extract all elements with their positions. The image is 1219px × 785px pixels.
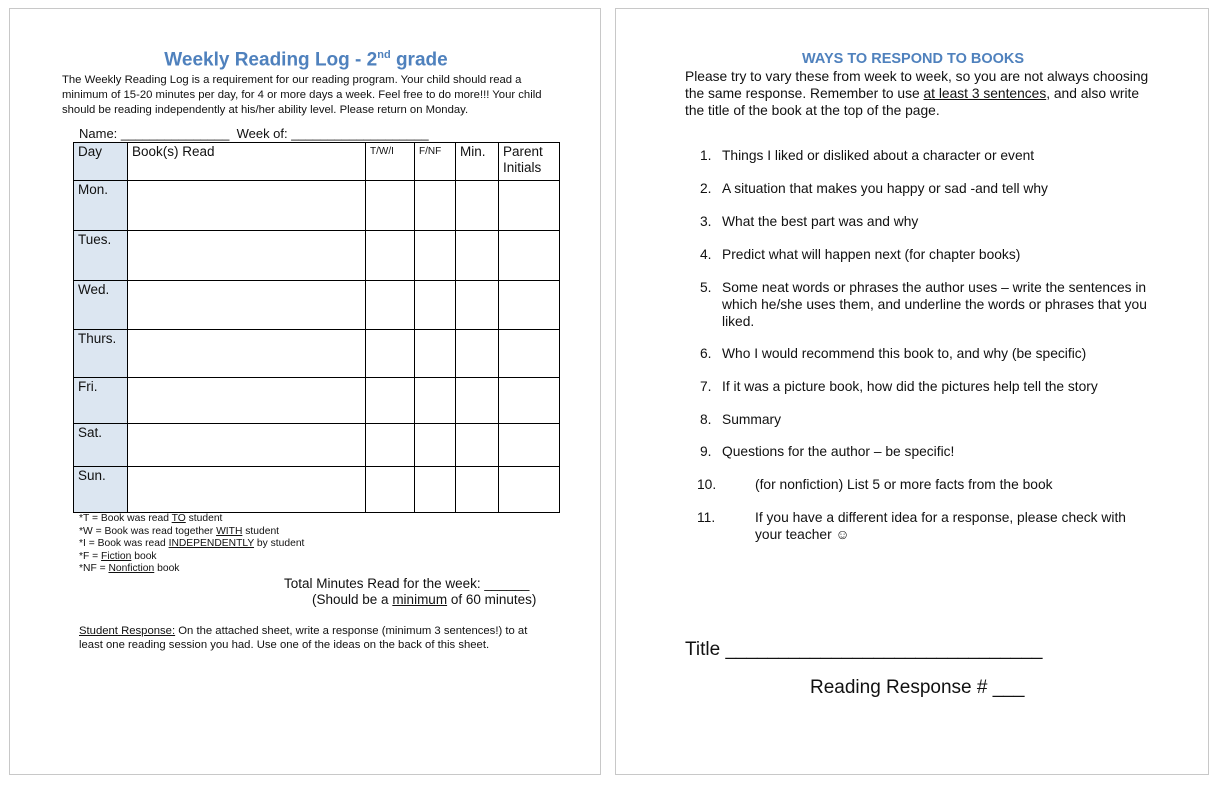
parent-cell[interactable] [499, 467, 560, 513]
list-item: 1. Things I liked or disliked about a character or event [700, 148, 1035, 163]
parent-cell[interactable] [499, 231, 560, 281]
name-week-line: Name: _______________ Week of: ___________________ [79, 126, 429, 141]
min-cell[interactable] [456, 378, 499, 424]
footnote: *I = Book was read INDEPENDENTLY by student [79, 538, 305, 550]
reading-response-number: Reading Response # ___ [810, 677, 1025, 698]
list-item: 5. Some neat words or phrases the author uses – write the sentences in which he/she uses them, and underline the words or phrases that you liked. [700, 280, 1147, 329]
list-item: 6. Who I would recommend this book to, and why (be specific) [700, 346, 1087, 361]
list-item: 7. If it was a picture book, how did the pictures help tell the story [700, 379, 1098, 394]
books-cell[interactable] [128, 378, 366, 424]
fnf-cell[interactable] [415, 281, 456, 330]
twi-cell[interactable] [366, 330, 415, 378]
header-books: Book(s) Read [128, 143, 366, 181]
header-min: Min. [456, 143, 499, 181]
day-cell: Mon. [74, 181, 128, 231]
table-row [74, 467, 560, 513]
table-row [74, 231, 560, 281]
parent-cell[interactable] [499, 424, 560, 467]
log-intro: The Weekly Reading Log is a requirement for our reading program. Your child should read a minimum of 15-20 minutes per day, for 4 or more days a week. Feel free to do more!!! Your child should be reading independently at his/her ability level. Please return on Monday. [62, 74, 542, 116]
response-ideas-list [697, 147, 1160, 543]
list-item: 4. Predict what will happen next (for chapter books) [700, 247, 1021, 262]
day-cell: Thurs. [74, 330, 128, 378]
day-cell: Sat. [74, 424, 128, 467]
min-cell[interactable] [456, 424, 499, 467]
footnote: *T = Book was read TO student [79, 513, 223, 524]
twi-cell[interactable] [366, 181, 415, 231]
minimum-note: (Should be a minimum of 60 minutes) [312, 592, 537, 607]
respond-title: WAYS TO RESPOND TO BOOKS [801, 51, 1025, 67]
twi-cell[interactable] [366, 281, 415, 330]
footnote: *F = Fiction book [79, 550, 157, 562]
total-minutes-line: Total Minutes Read for the week: ______ [284, 576, 530, 591]
twi-cell[interactable] [366, 467, 415, 513]
table-row [74, 181, 560, 231]
header-day: Day [74, 143, 128, 181]
page-left [9, 8, 601, 775]
table-row [74, 330, 560, 378]
student-response-note: Student Response: On the attached sheet, write a response (minimum 3 sentences!) to at least one reading session you had. Use one of the ideas on the back of this sheet. [79, 625, 528, 651]
fnf-cell[interactable] [415, 231, 456, 281]
table-row [74, 281, 560, 330]
table-row [74, 424, 560, 467]
list-item: 9. Questions for the author – be specific! [700, 444, 955, 459]
books-cell[interactable] [128, 330, 366, 378]
min-cell[interactable] [456, 281, 499, 330]
min-cell[interactable] [456, 231, 499, 281]
min-cell[interactable] [456, 181, 499, 231]
footnotes [79, 513, 304, 576]
min-cell[interactable] [456, 330, 499, 378]
reading-log-table [73, 142, 560, 513]
day-cell: Fri. [74, 378, 128, 424]
header-twi: T/W/I [366, 143, 415, 181]
day-cell: Tues. [74, 231, 128, 281]
table-row [74, 378, 560, 424]
title-line: Title ______________________________ [685, 639, 1043, 660]
fnf-cell[interactable] [415, 467, 456, 513]
list-item: 2. A situation that makes you happy or sad -and tell why [700, 181, 1048, 196]
twi-cell[interactable] [366, 378, 415, 424]
parent-cell[interactable] [499, 281, 560, 330]
day-cell: Sun. [74, 467, 128, 513]
list-item: 3. What the best part was and why [700, 214, 919, 229]
parent-cell[interactable] [499, 181, 560, 231]
books-cell[interactable] [128, 467, 366, 513]
day-cell: Wed. [74, 281, 128, 330]
footnote: *W = Book was read together WITH student [79, 525, 280, 537]
books-cell[interactable] [128, 281, 366, 330]
list-item: 10. (for nonfiction) List 5 or more facts from the book [697, 477, 1053, 492]
books-cell[interactable] [128, 231, 366, 281]
parent-cell[interactable] [499, 330, 560, 378]
fnf-cell[interactable] [415, 330, 456, 378]
twi-cell[interactable] [366, 424, 415, 467]
list-item: 8. Summary [700, 412, 782, 427]
header-parent: Parent Initials [499, 143, 560, 181]
list-item: 11. If you have a different idea for a response, please check with your teacher ☺ [697, 510, 1126, 542]
books-cell[interactable] [128, 424, 366, 467]
page-right [615, 8, 1209, 775]
fnf-cell[interactable] [415, 424, 456, 467]
twi-cell[interactable] [366, 231, 415, 281]
min-cell[interactable] [456, 467, 499, 513]
footnote: *NF = Nonfiction book [79, 563, 180, 575]
log-title: Weekly Reading Log - 2nd grade [164, 49, 448, 71]
respond-intro: Please try to vary these from week to week, so you are not always choosing the same response. Remember to use at least 3 sentences, and also write the title of the book at the top of the page. [685, 69, 1149, 118]
header-fnf: F/NF [415, 143, 456, 181]
books-cell[interactable] [128, 181, 366, 231]
parent-cell[interactable] [499, 378, 560, 424]
fnf-cell[interactable] [415, 378, 456, 424]
fnf-cell[interactable] [415, 181, 456, 231]
